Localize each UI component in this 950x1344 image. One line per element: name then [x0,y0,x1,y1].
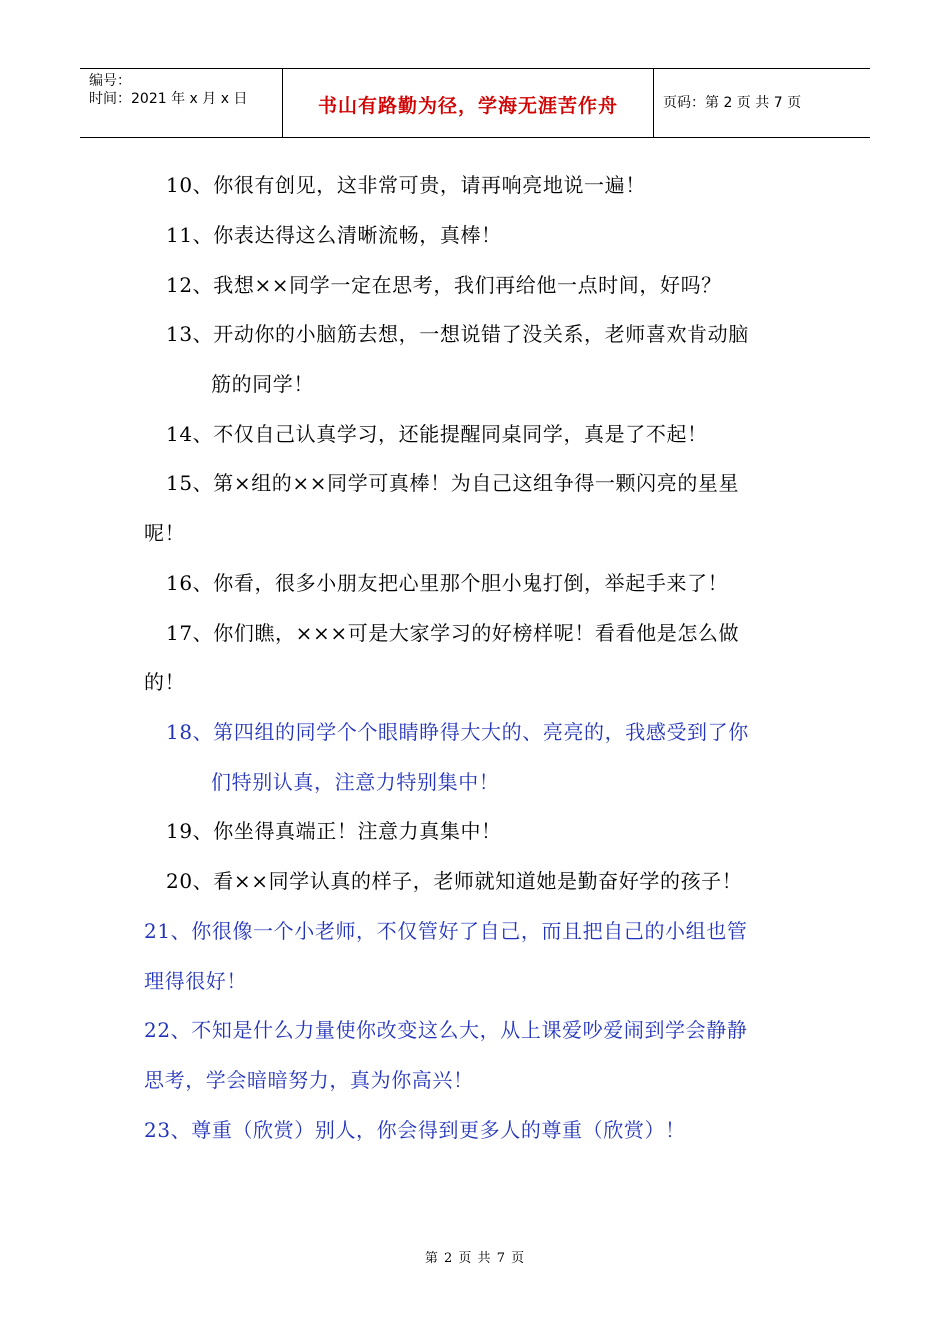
document-header [80,68,870,138]
list-item-22-continued: 思考，学会暗暗努力，真为你高兴！ [144,1068,474,1092]
list-item-17: 17、你们瞧，×××可是大家学习的好榜样呢！看看他是怎么做 [166,621,740,645]
motto: 书山有路勤为径，学海无涯苦作舟 [317,95,618,117]
header-meta-cell [80,69,283,137]
page-footer: 第 2 页 共 7 页 [424,1251,526,1266]
page-label: 页码：第 2 页 共 7 页 [663,95,802,111]
list-item-15-continued: 呢！ [144,521,186,545]
code-label: 编号： [89,73,131,89]
list-item-19: 19、你坐得真端正！注意力真集中！ [166,819,502,843]
time-label: 时间：2021 年 x 月 x 日 [89,91,248,107]
list-item-14: 14、不仅自己认真学习，还能提醒同桌同学，真是了不起！ [166,422,708,446]
list-item-21: 21、你很像一个小老师，不仅管好了自己，而且把自己的小组也管 [144,919,748,943]
list-item-13-continued: 筋的同学！ [211,372,314,396]
list-item-17-continued: 的！ [144,670,186,694]
list-item-12: 12、我想××同学一定在思考，我们再给他一点时间，好吗？ [166,273,722,297]
list-item-10: 10、你很有创见，这非常可贵，请再响亮地说一遍！ [166,173,646,197]
list-item-23: 23、尊重（欣赏）别人，你会得到更多人的尊重（欣赏）！ [144,1118,686,1142]
list-item-20: 20、看××同学认真的样子，老师就知道她是勤奋好学的孩子！ [166,869,743,893]
header-motto-cell [283,69,654,137]
list-item-13: 13、开动你的小脑筋去想，一想说错了没关系，老师喜欢肯动脑 [166,322,749,346]
list-item-11: 11、你表达得这么清晰流畅，真棒！ [166,223,502,247]
header-page-cell [654,69,870,137]
list-item-22: 22、不知是什么力量使你改变这么大，从上课爱吵爱闹到学会静静 [144,1018,748,1042]
list-item-21-continued: 理得很好！ [144,969,247,993]
list-item-16: 16、你看，很多小朋友把心里那个胆小鬼打倒，举起手来了！ [166,571,729,595]
list-item-18-continued: 们特别认真，注意力特别集中！ [211,770,500,794]
list-item-18: 18、第四组的同学个个眼睛睁得大大的、亮亮的，我感受到了你 [166,720,749,744]
list-item-15: 15、第×组的××同学可真棒！为自己这组争得一颗闪亮的星星 [166,471,740,495]
